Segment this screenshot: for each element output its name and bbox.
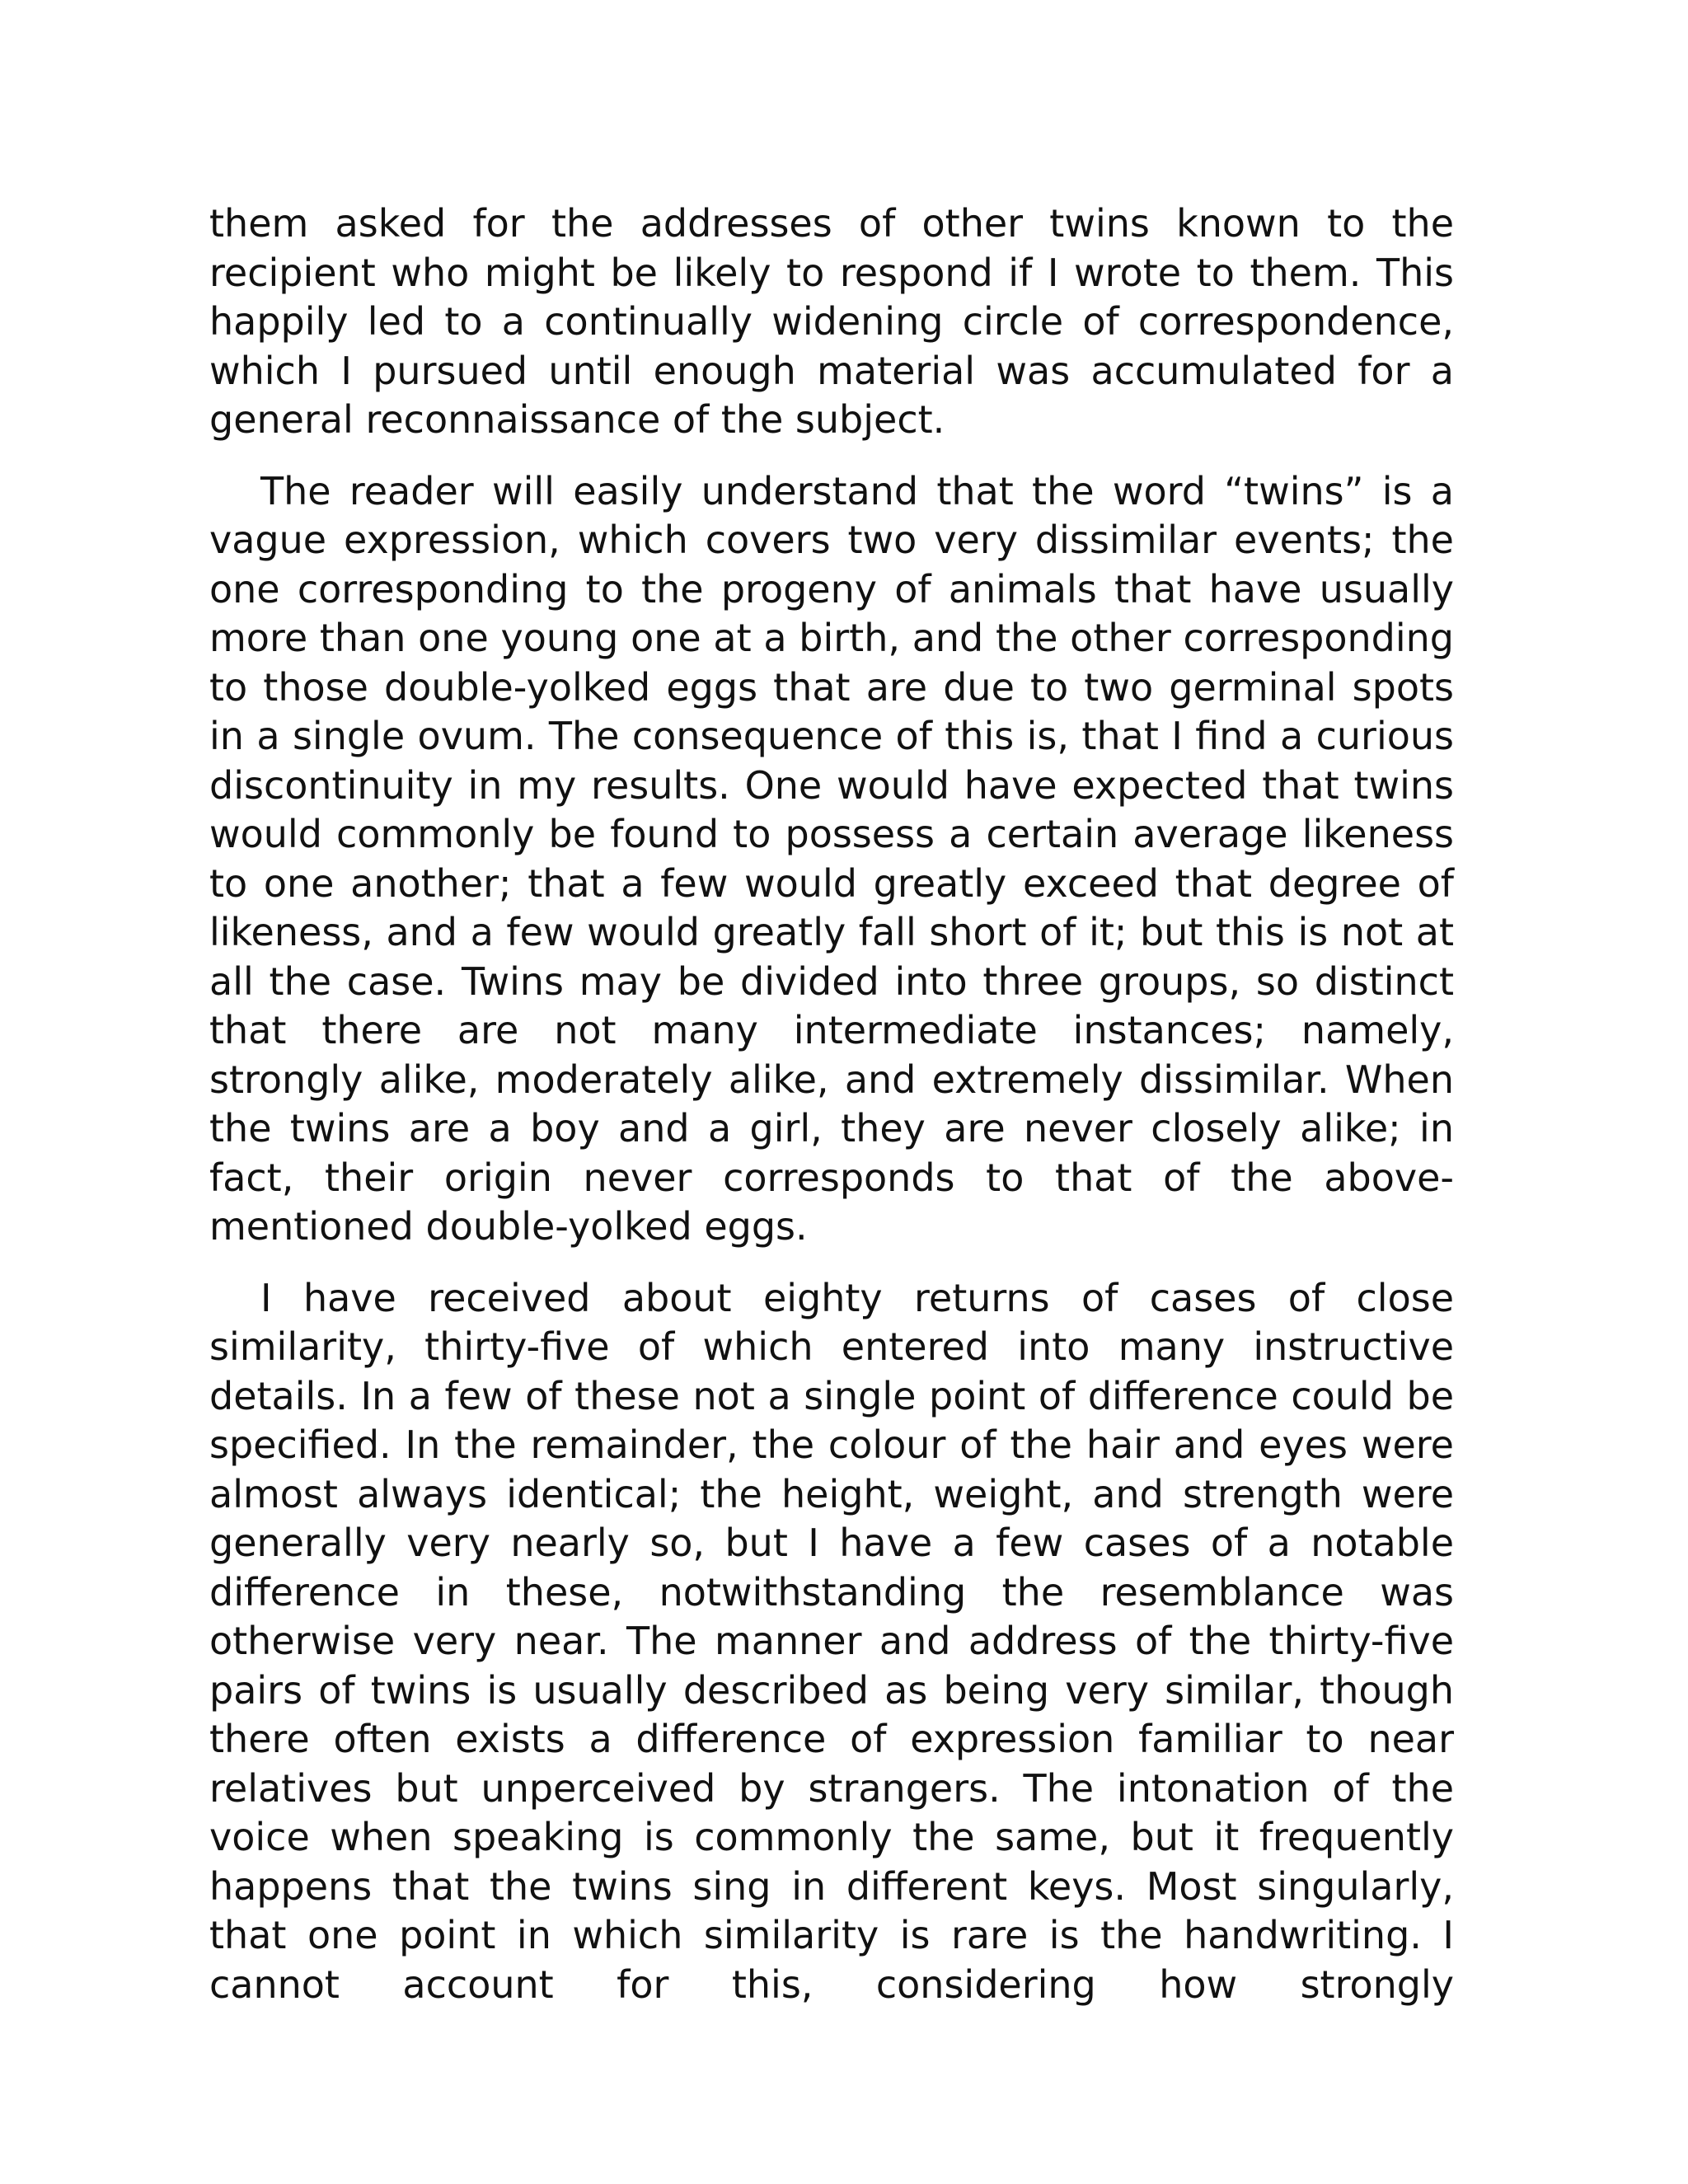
paragraph-1: them asked for the addresses of other twins known to the recipient who might be likely to respond if I wrote to them. This happily led to a continually widening circle of correspondence, which I pursued until enough material was accumulated for a general reconnaissance of the subject. bbox=[209, 201, 1454, 442]
document-page bbox=[209, 199, 1454, 2009]
paragraph-2: The reader will easily understand that the word “twins” is a vague expression, which covers two very dissimilar events; the one corresponding to the progeny of animals that have usually more than one young one at a birth, and the other corresponding to those double-yolked eggs that are due to two germinal spots in a single ovum. The consequence of this is, that I find a curious discontinuity in my results. One would have expected that twins would commonly be found to possess a certain average likeness to one another; that a few would greatly exceed that degree of likeness, and a few would greatly fall short of it; but this is not at all the case. Twins may be divided into three groups, so distinct that there are not many intermediate instances; namely, strongly alike, moderately alike, and extremely dissimilar. When the twins are a boy and a girl, they are never closely alike; in fact, their origin never corresponds to that of the above-mentioned double-yolked eggs. bbox=[209, 468, 1454, 1249]
paragraph-3: I have received about eighty returns of cases of close similarity, thirty-five of which entered into many instructive details. In a few of these not a single point of difference could be specified. In the remainder, the colour of the hair and eyes were almost always identical; the height, weight, and strength were generally very nearly so, but I have a few cases of a notable difference in these, notwithstanding the resemblance was otherwise very near. The manner and address of the thirty-five pairs of twins is usually described as being very similar, though there often exists a difference of expression familiar to near relatives but unperceived by strangers. The intonation of the voice when speaking is commonly the same, but it frequently happens that the twins sing in different keys. Most singularly, that one point in which similarity is rare is the handwriting. I cannot account for this, considering how strongly bbox=[209, 1275, 1454, 2007]
